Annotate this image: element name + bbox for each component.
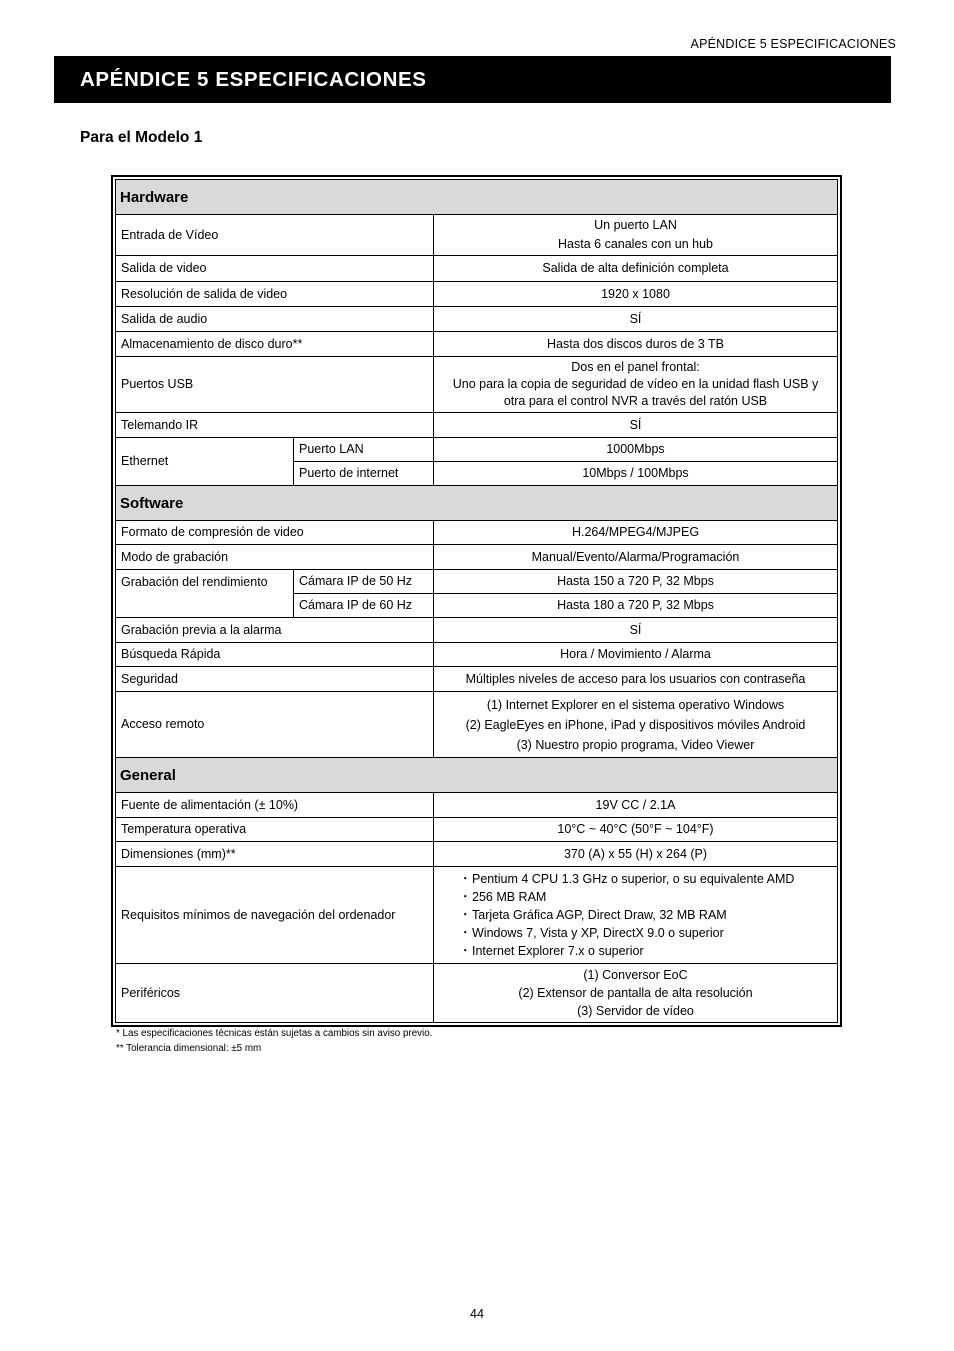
spec-label: Fuente de alimentación (± 10%) [116,793,434,818]
table-row [116,332,838,357]
spec-value [434,357,838,413]
spec-label: Grabación previa a la alarma [116,618,434,643]
spec-value: 10Mbps / 100Mbps [434,462,838,486]
table-row [116,793,838,818]
list-item: ・ Windows 7, Vista y XP, DirectX 9.0 o superior [472,924,832,942]
running-header: APÉNDICE 5 ESPECIFICACIONES [690,37,896,51]
value-line: Hasta 6 canales con un hub [558,237,713,251]
table-row [116,545,838,570]
spec-label: Resolución de salida de video [116,282,434,307]
spec-value: SÍ [434,307,838,332]
list-item: ・ Tarjeta Gráfica AGP, Direct Draw, 32 MB RAM [472,906,832,924]
table-row [116,643,838,667]
spec-table [115,179,838,1023]
value-line: (1) Conversor EoC [583,968,688,982]
value-line: Un puerto LAN [594,218,677,232]
spec-label: Modo de grabación [116,545,434,570]
spec-label: Grabación del rendimiento [116,570,294,618]
table-row [116,692,838,758]
list-item: ・ Internet Explorer 7.x o superior [472,942,832,960]
spec-table-frame [111,175,842,1027]
spec-label: Acceso remoto [116,692,434,758]
spec-value: SÍ [434,413,838,438]
section-heading: Software [116,486,838,521]
table-row [116,964,838,1023]
spec-label: Formato de compresión de video [116,521,434,545]
section-general [116,758,838,793]
table-row [116,256,838,282]
spec-sublabel: Puerto de internet [294,462,434,486]
spec-label: Seguridad [116,667,434,692]
value-line: Uno para la copia de seguridad de vídeo en la unidad flash USB y [452,377,819,391]
section-software [116,486,838,521]
spec-value: Hasta 180 a 720 P, 32 Mbps [434,594,838,618]
spec-label: Ethernet [116,438,294,486]
table-row [116,438,838,462]
spec-label: Telemando IR [116,413,434,438]
value-line: Dos en el panel frontal: [571,360,700,374]
table-row [116,413,838,438]
table-row [116,667,838,692]
value-line: (2) EagleEyes en iPhone, iPad y dispositivos móviles Android [465,717,806,732]
spec-value: 1920 x 1080 [434,282,838,307]
value-line: (3) Servidor de vídeo [577,1004,694,1018]
spec-sublabel: Cámara IP de 50 Hz [294,570,434,594]
table-row [116,307,838,332]
value-line: (1) Internet Explorer en el sistema operativo Windows [486,697,785,712]
spec-value: 370 (A) x 55 (H) x 264 (P) [434,842,838,867]
table-row [116,618,838,643]
footnote: * Las especificaciones técnicas están sujetas a cambios sin aviso previo. [116,1028,433,1039]
section-hardware [116,180,838,215]
list-item: ・ Pentium 4 CPU 1.3 GHz o superior, o su equivalente AMD [472,870,832,888]
page-number: 44 [470,1307,484,1321]
value-line: (3) Nuestro propio programa, Video Viewer [516,737,755,752]
spec-label: Entrada de Vídeo [116,215,434,256]
table-row [116,818,838,842]
table-row [116,357,838,413]
spec-value [434,692,838,758]
table-row [116,570,838,594]
value-line: (2) Extensor de pantalla de alta resolución [518,986,753,1000]
footnote: ** Tolerancia dimensional: ±5 mm [116,1043,262,1054]
spec-value: Múltiples niveles de acceso para los usuarios con contraseña [434,667,838,692]
spec-label: Puertos USB [116,357,434,413]
spec-sublabel: Cámara IP de 60 Hz [294,594,434,618]
spec-value: Salida de alta definición completa [434,256,838,282]
spec-label: Dimensiones (mm)** [116,842,434,867]
table-row [116,842,838,867]
spec-label: Salida de audio [116,307,434,332]
spec-label: Periféricos [116,964,434,1023]
table-row [116,521,838,545]
spec-label: Búsqueda Rápida [116,643,434,667]
spec-value: H.264/MPEG4/MJPEG [434,521,838,545]
spec-value: 1000Mbps [434,438,838,462]
table-row [116,282,838,307]
table-row [116,215,838,256]
model-subtitle: Para el Modelo 1 [80,129,203,146]
spec-value: 19V CC / 2.1A [434,793,838,818]
spec-value: 10°C ~ 40°C (50°F ~ 104°F) [434,818,838,842]
list-item: ・ 256 MB RAM [472,888,832,906]
spec-label: Requisitos mínimos de navegación del ordenador [116,867,434,964]
spec-label: Temperatura operativa [116,818,434,842]
spec-label: Salida de video [116,256,434,282]
spec-value: Hasta dos discos duros de 3 TB [434,332,838,357]
section-heading: General [116,758,838,793]
section-heading: Hardware [116,180,838,215]
table-row [116,867,838,964]
spec-value: Hasta 150 a 720 P, 32 Mbps [434,570,838,594]
spec-value [434,867,838,964]
value-line: otra para el control NVR a través del ratón USB [503,394,768,408]
spec-value: Hora / Movimiento / Alarma [434,643,838,667]
spec-value: Manual/Evento/Alarma/Programación [434,545,838,570]
spec-label: Almacenamiento de disco duro** [116,332,434,357]
spec-value [434,215,838,256]
spec-value [434,964,838,1023]
requirements-list [454,870,832,960]
page-title: APÉNDICE 5 ESPECIFICACIONES [54,56,891,103]
spec-value: SÍ [434,618,838,643]
spec-sublabel: Puerto LAN [294,438,434,462]
